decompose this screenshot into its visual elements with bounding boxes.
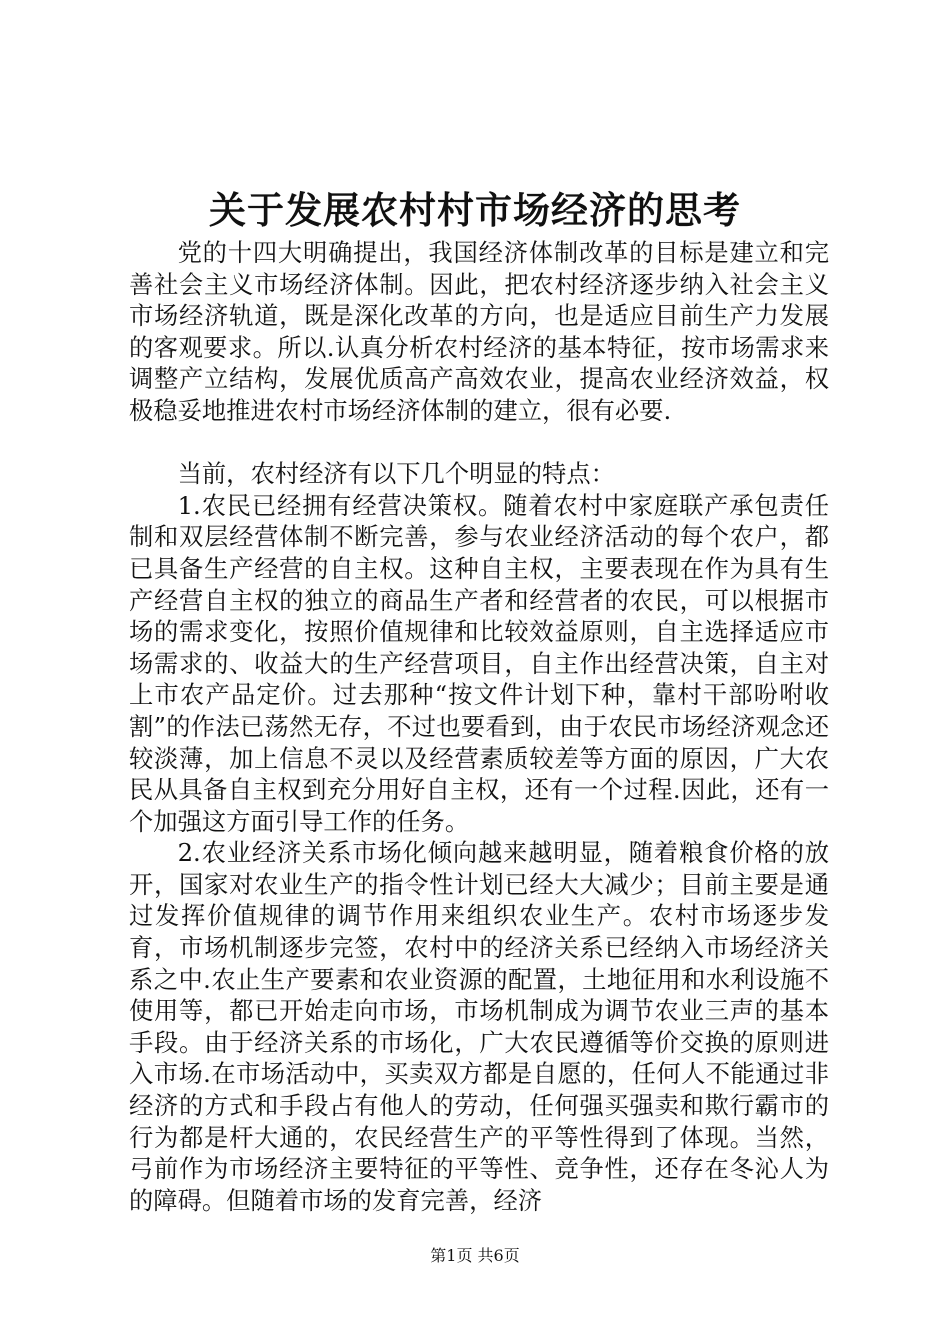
document-title: 关于发展农村村市场经济的思考 [209,188,741,232]
document-body [129,237,829,1216]
paragraph-features-lead: 当前，农村经济有以下几个明显的特点： [177,459,615,489]
paragraph-intro: 党的十四大明确提出，我国经济体制改革的目标是建立和完善社会主义市场经济体制。因此，把农村经济逐步纳入社会主义市场经济轨道，既是深化改革的方向，也是适应目前生产力发展的客观要求。所以.认真分析农村经济的基本特征，按市场需求来调整产立结构，发展优质高产高效农业，提高农业经济效益，权极稳妥地推进农村市场经济体制的建立，很有必要. [129,238,829,425]
page-footer: 第1页 共6页 [430,1246,520,1265]
paragraph-point-2: 2.农业经济关系市场化倾向越来越明显，随着粮食价格的放开，国家对农业生产的指令性计划已经大大减少；目前主要是通过发挥价值规律的调节作用来组织农业生产。农村市场逐步发育，市场机制逐步完签，农村中的经济关系已经纳入市场经济关系之中.农止生产要素和农业资源的配置，土地征用和水利设施不使用等，都已开始走向市场，市场机制成为调节农业三声的基本手段。由于经济关系的市场化，广大农民遵循等价交换的原则进入市场.在市场活动中，买卖双方都是自愿的，任何人不能通过非经济的方式和手段占有他人的劳动，任何强买强卖和欺行霸市的行为都是杆大通的，农民经营生产的平等性得到了体现。当然，弓前作为市场经济主要特征的平等性、竞争性，还存在冬沁人为的障碍。但随着市场的发育完善，经济 [129,838,829,1215]
paragraph-point-1: 1.农民已经拥有经营决策权。随着农村中家庭联产承包责任制和双层经营体制不断完善，参与农业经济活动的每个农户，都已具备生产经营的自主权。这种自主权，主要表现在作为具有生产经营自主权的独立的商品生产者和经营者的农民，可以根据市场的需求变化，按照价值规律和比较效益原则，自主选择适应市场需求的、收益大的生产经营项目，自主作出经营决策，自主对上市农产品定价。过去那种“按文件计划下种，靠村干部吩咐收割”的作法已荡然无存，不过也要看到，由于农民市场经济观念还较淡薄，加上信息不灵以及经营素质较差等方面的原因，广大农民从具备自主权到充分用好自主权，还有一个过程.因此，还有一个加强这方面引导工作的任务。 [129,490,829,836]
